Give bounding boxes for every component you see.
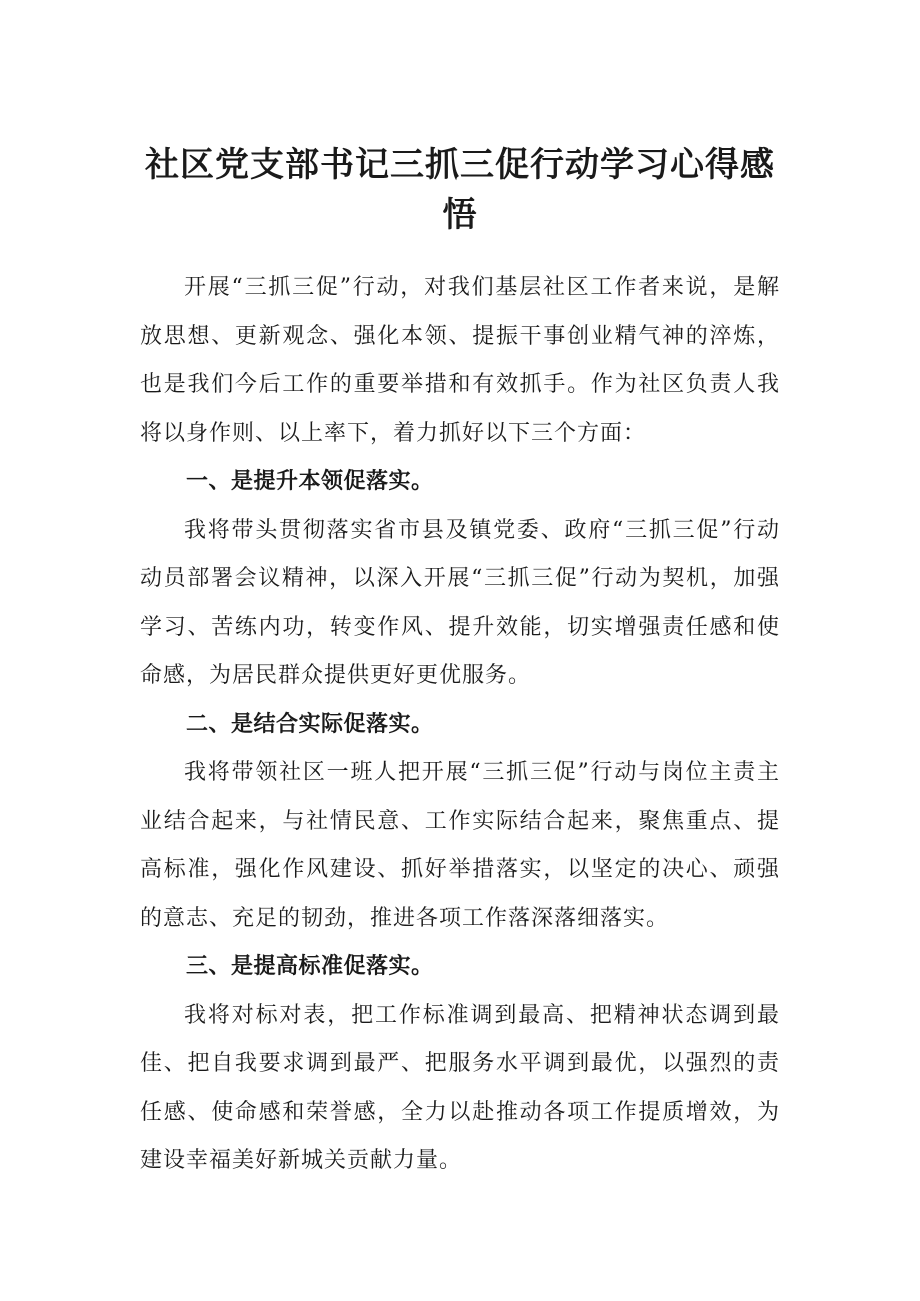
section-paragraph-1: 我将带头贯彻落实省市县及镇党委、政府“三抓三促”行动动员部署会议精神，以深入开展“三抓三促”行动为契机，加强学习、苦练内功，转变作风、提升效能，切实增强责任感和使命感，为居民群众提供更好更优服务。: [140, 517, 780, 688]
section-heading-2: 二、是结合实际促落实。: [186, 711, 434, 737]
intro-paragraph: 开展“三抓三促”行动，对我们基层社区工作者来说，是解放思想、更新观念、强化本领、提振干事创业精气神的淬炼，也是我们今后工作的重要举措和有效抓手。作为社区负责人我将以身作则、以上率下，着力抓好以下三个方面：: [140, 275, 780, 446]
section-heading-1: 一、是提升本领促落实。: [186, 469, 434, 494]
document-body: [140, 264, 780, 1186]
document-title: 社区党支部书记三抓三促行动学习心得感悟: [145, 145, 775, 235]
section-heading-3: 三、是提高标准促落实。: [186, 954, 434, 979]
section-paragraph-2: 我将带领社区一班人把开展“三抓三促”行动与岗位主责主业结合起来，与社情民意、工作实际结合起来，聚焦重点、提高标准，强化作风建设、抓好举措落实，以坚定的决心、顽强的意志、充足的韧劲，推进各项工作落深落细落实。: [140, 760, 780, 931]
section-paragraph-3: 我将对标对表，把工作标准调到最高、把精神状态调到最佳、把自我要求调到最严、把服务水平调到最优，以强烈的责任感、使命感和荣誉感，全力以赴推动各项工作提质增效，为建设幸福美好新城关贡献力量。: [140, 1002, 780, 1173]
